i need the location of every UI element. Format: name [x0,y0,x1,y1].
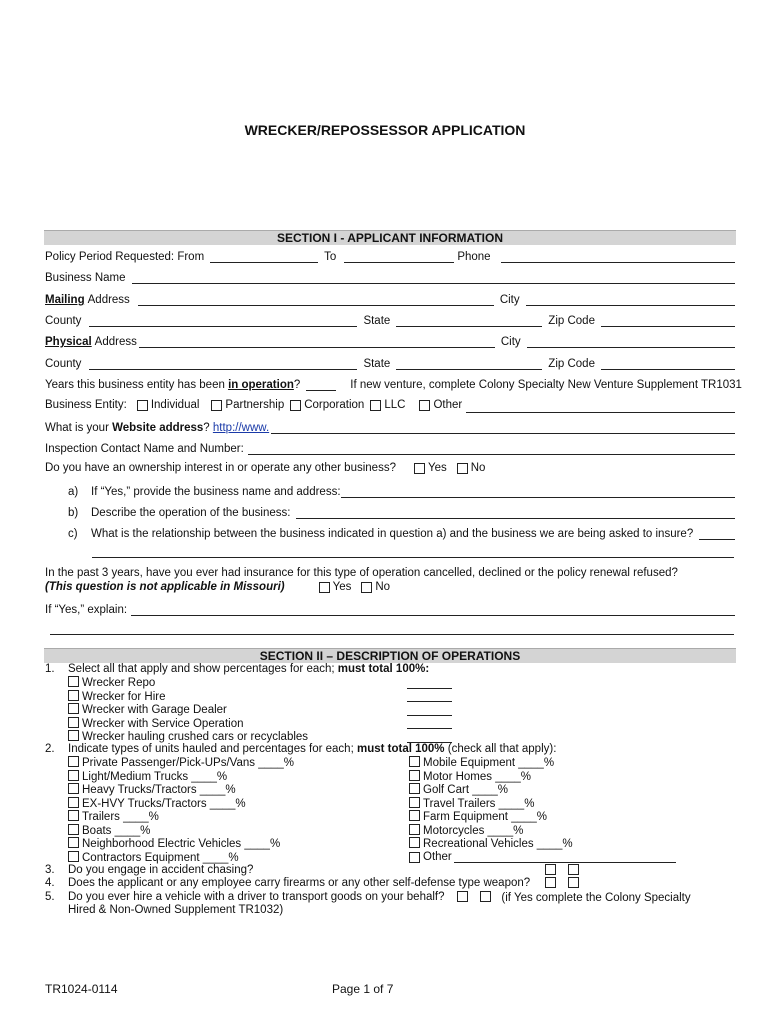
sub-question-a-row [68,482,735,498]
boats-checkbox[interactable] [68,824,79,835]
physical-county-label: County [45,358,82,370]
q5-note: (if Yes complete the Colony Specialty [501,892,691,904]
light-medium-trucks-label: Light/Medium Trucks ____% [82,770,228,783]
sub-a-letter: a) [68,486,79,498]
q1-must-total: must total 100%: [337,663,430,675]
entity-other-checkbox[interactable] [419,400,430,411]
light-medium-trucks-checkbox[interactable] [68,770,79,781]
mailing-zip-label: Zip Code [548,315,595,327]
policy-from-field[interactable] [210,251,318,263]
sub-b-letter: b) [68,507,79,519]
physical-state-label: State [363,358,391,370]
wrecker-crushed-cars-label: Wrecker hauling crushed cars or recyclables [82,731,309,743]
sub-c-field[interactable] [699,528,735,540]
physical-city-field[interactable] [527,336,735,348]
q4-options [545,877,582,891]
page-title: WRECKER/REPOSSESSOR APPLICATION [244,122,526,138]
private-passenger-label: Private Passenger/Pick-UPs/Vans ____% [82,757,294,769]
page-number: Page 1 of 7 [332,982,394,996]
mailing-address-field[interactable] [138,294,494,306]
entity-corporation-checkbox[interactable] [290,400,301,411]
business-entity-label: Business Entity: [45,399,127,411]
form-id: TR1024-0114 [45,982,118,996]
ownership-question: Do you have an ownership interest in or operate any other business? [45,462,396,474]
trailers-label: Trailers ____% [82,811,159,823]
mailing-zip-field[interactable] [601,315,735,327]
entity-partnership-checkbox[interactable] [211,400,222,411]
recreational-vehicles-label: Recreational Vehicles ____% [423,838,573,850]
sub-b-label: Describe the operation of the business: [91,507,291,519]
ownership-no-label: No [470,462,486,474]
q5-options [457,891,691,905]
explain-continuation-line[interactable] [50,634,734,635]
wrecker-repo-checkbox[interactable] [68,676,79,687]
mailing-county-row [45,311,735,327]
entity-other-field[interactable] [466,401,735,413]
mailing-county-field[interactable] [89,315,357,327]
heavy-trucks-checkbox[interactable] [68,783,79,794]
recreational-vehicles-checkbox[interactable] [409,837,420,848]
private-passenger-checkbox[interactable] [68,756,79,767]
sub-a-label: If “Yes,” provide the business name and address: [91,486,341,498]
sub-question-c-row [68,524,735,540]
q2-number: 2. [45,743,55,755]
to-label: To [324,251,337,263]
q3-options [545,864,582,878]
entity-llc-checkbox[interactable] [370,400,381,411]
policy-to-field[interactable] [344,251,454,263]
wrecker-service-operation-label: Wrecker with Service Operation [82,717,244,730]
sub-question-b-row [68,503,735,519]
q5-number: 5. [45,891,55,903]
website-question-mark: ? [203,422,213,434]
missouri-row [45,580,390,594]
q2-right-list [409,756,676,864]
ex-hvy-trucks-checkbox[interactable] [68,797,79,808]
inspection-contact-label: Inspection Contact Name and Number: [45,443,244,455]
ownership-no-checkbox[interactable] [457,463,468,474]
website-address-label: Website address [112,422,204,434]
explain-row [45,600,735,616]
inspection-contact-row [45,439,735,455]
new-venture-note: If new venture, complete Colony Specialty New Venture Supplement TR1031 [350,379,742,391]
wrecker-repo-percent-field[interactable] [407,688,452,689]
years-field[interactable] [306,379,336,391]
wrecker-for-hire-checkbox[interactable] [68,690,79,701]
mailing-state-label: State [363,315,391,327]
website-label: What is your [45,422,113,434]
ownership-yes-label: Yes [427,462,447,474]
q2-left-list [68,756,294,864]
explain-field[interactable] [131,604,735,616]
boats-label: Boats ____% [82,824,151,837]
q5-text: Do you ever hire a vehicle with a driver to transport goods on your behalf? [68,891,445,903]
entity-partnership-label: Partnership [225,399,285,411]
entity-corporation-label: Corporation [304,399,365,411]
motorcycles-label: Motorcycles ____% [423,824,524,837]
physical-zip-label: Zip Code [548,358,595,370]
wrecker-for-hire-percent-field[interactable] [407,701,452,702]
sub-b-field[interactable] [296,507,735,519]
q2-check-all: (check all that apply): [444,743,557,755]
sub-a-field[interactable] [341,486,735,498]
mailing-label: Mailing [45,294,85,306]
website-url-link[interactable]: http://www. [212,422,270,434]
other-unit-field[interactable] [454,852,676,863]
golf-cart-checkbox[interactable] [409,783,420,794]
insurance-question: In the past 3 years, have you ever had insurance for this type of operation cancelled, declined or the policy renewal refused? [45,567,678,579]
other-unit-label: Other [423,850,452,863]
wrecker-garage-dealer-label: Wrecker with Garage Dealer [82,704,227,716]
contractors-equipment-label: Contractors Equipment ____% [82,851,239,864]
travel-trailers-checkbox[interactable] [409,797,420,808]
wrecker-crushed-cars-checkbox[interactable] [68,730,79,741]
q2-text [68,743,556,757]
wrecker-garage-dealer-checkbox[interactable] [68,703,79,714]
physical-city-label: City [500,336,521,348]
sub-c-letter: c) [68,528,78,540]
heavy-trucks-label: Heavy Trucks/Tractors ____% [82,784,236,796]
neighborhood-electric-checkbox[interactable] [68,837,79,848]
golf-cart-label: Golf Cart ____% [423,784,509,796]
ex-hvy-trucks-label: EX-HVY Trucks/Tractors ____% [82,797,246,810]
policy-period-row [45,247,735,263]
physical-state-field[interactable] [396,358,542,370]
q3-number: 3. [45,864,55,876]
mobile-equipment-checkbox[interactable] [409,756,420,767]
insurance-no-checkbox[interactable] [361,582,372,593]
neighborhood-electric-label: Neighborhood Electric Vehicles ____% [82,838,281,850]
q4-text: Does the applicant or any employee carry firearms or any other self-defense type weapon? [68,877,531,889]
physical-label: Physical [45,336,92,348]
q2-must-total: must total 100% [356,743,445,755]
entity-individual-label: Individual [150,399,200,411]
insurance-yes-label: Yes [332,581,352,593]
farm-equipment-label: Farm Equipment ____% [423,811,548,823]
entity-llc-label: LLC [384,399,406,411]
q1-number: 1. [45,663,55,675]
mailing-state-field[interactable] [396,315,542,327]
insurance-yes-checkbox[interactable] [319,582,330,593]
q5-no-checkbox[interactable] [480,891,491,902]
q3-yes-checkbox[interactable] [545,864,556,875]
wrecker-garage-dealer-percent-field[interactable] [407,715,452,716]
ownership-yes-checkbox[interactable] [414,463,425,474]
physical-county-field[interactable] [89,358,357,370]
entity-other-label: Other [433,399,463,411]
travel-trailers-label: Travel Trailers ____% [423,797,535,810]
physical-address-label: Address [94,336,137,348]
years-label: Years this business entity has been [45,379,229,391]
wrecker-service-operation-checkbox[interactable] [68,717,79,728]
entity-individual-checkbox[interactable] [137,400,148,411]
contractors-equipment-checkbox[interactable] [68,851,79,862]
physical-county-row [45,354,735,370]
insurance-no-label: No [375,581,391,593]
sub-c-continuation-line[interactable] [92,557,734,558]
years-question-mark: ? [293,379,301,391]
section-1-heading: SECTION I - APPLICANT INFORMATION [44,230,736,245]
phone-field[interactable] [501,251,735,263]
farm-equipment-checkbox[interactable] [409,810,420,821]
mailing-city-label: City [499,294,520,306]
website-row [45,418,735,434]
q1-label: Select all that apply and show percentages for each; [68,663,338,675]
wrecker-repo-label: Wrecker Repo [82,677,156,689]
wrecker-service-operation-percent-field[interactable] [407,728,452,729]
q4-yes-checkbox[interactable] [545,877,556,888]
q4-no-checkbox[interactable] [568,877,579,888]
q3-text: Do you engage in accident chasing? [68,864,254,876]
explain-label: If “Yes,” explain: [45,604,128,616]
physical-zip-field[interactable] [601,358,735,370]
wrecker-for-hire-label: Wrecker for Hire [82,690,166,703]
years-in-operation-row [45,375,742,391]
business-name-row [45,268,735,284]
q5-note-continued: Hired & Non-Owned Supplement TR1032) [68,904,284,916]
business-entity-row [45,397,735,413]
motor-homes-label: Motor Homes ____% [423,770,532,783]
website-field[interactable] [271,422,735,434]
ownership-row [45,460,735,476]
mailing-address-label: Address [87,294,130,306]
section-2-heading: SECTION II – DESCRIPTION OF OPERATIONS [44,648,736,663]
business-name-label: Business Name [45,272,126,284]
q3-no-checkbox[interactable] [568,864,579,875]
physical-address-field[interactable] [139,336,495,348]
mobile-equipment-label: Mobile Equipment ____% [423,757,555,769]
sub-c-label: What is the relationship between the business indicated in question a) and the business we are being asked to insure? [91,528,694,540]
q4-number: 4. [45,877,55,889]
mailing-county-label: County [45,315,82,327]
motorcycles-checkbox[interactable] [409,824,420,835]
q1-text [68,663,429,677]
q5-yes-checkbox[interactable] [457,891,468,902]
q2-label: Indicate types of units hauled and percentages for each; [68,743,357,755]
q1-list [68,676,308,744]
trailers-checkbox[interactable] [68,810,79,821]
mailing-city-field[interactable] [526,294,735,306]
inspection-contact-field[interactable] [248,443,735,455]
phone-label: Phone [457,251,491,263]
motor-homes-checkbox[interactable] [409,770,420,781]
other-unit-checkbox[interactable] [409,852,420,863]
policy-period-label: Policy Period Requested: From [45,251,205,263]
business-name-field[interactable] [132,272,735,284]
in-operation-label: in operation [228,379,294,391]
physical-address-row [45,332,735,348]
mailing-address-row [45,290,735,306]
missouri-note: (This question is not applicable in Missouri) [45,581,285,593]
